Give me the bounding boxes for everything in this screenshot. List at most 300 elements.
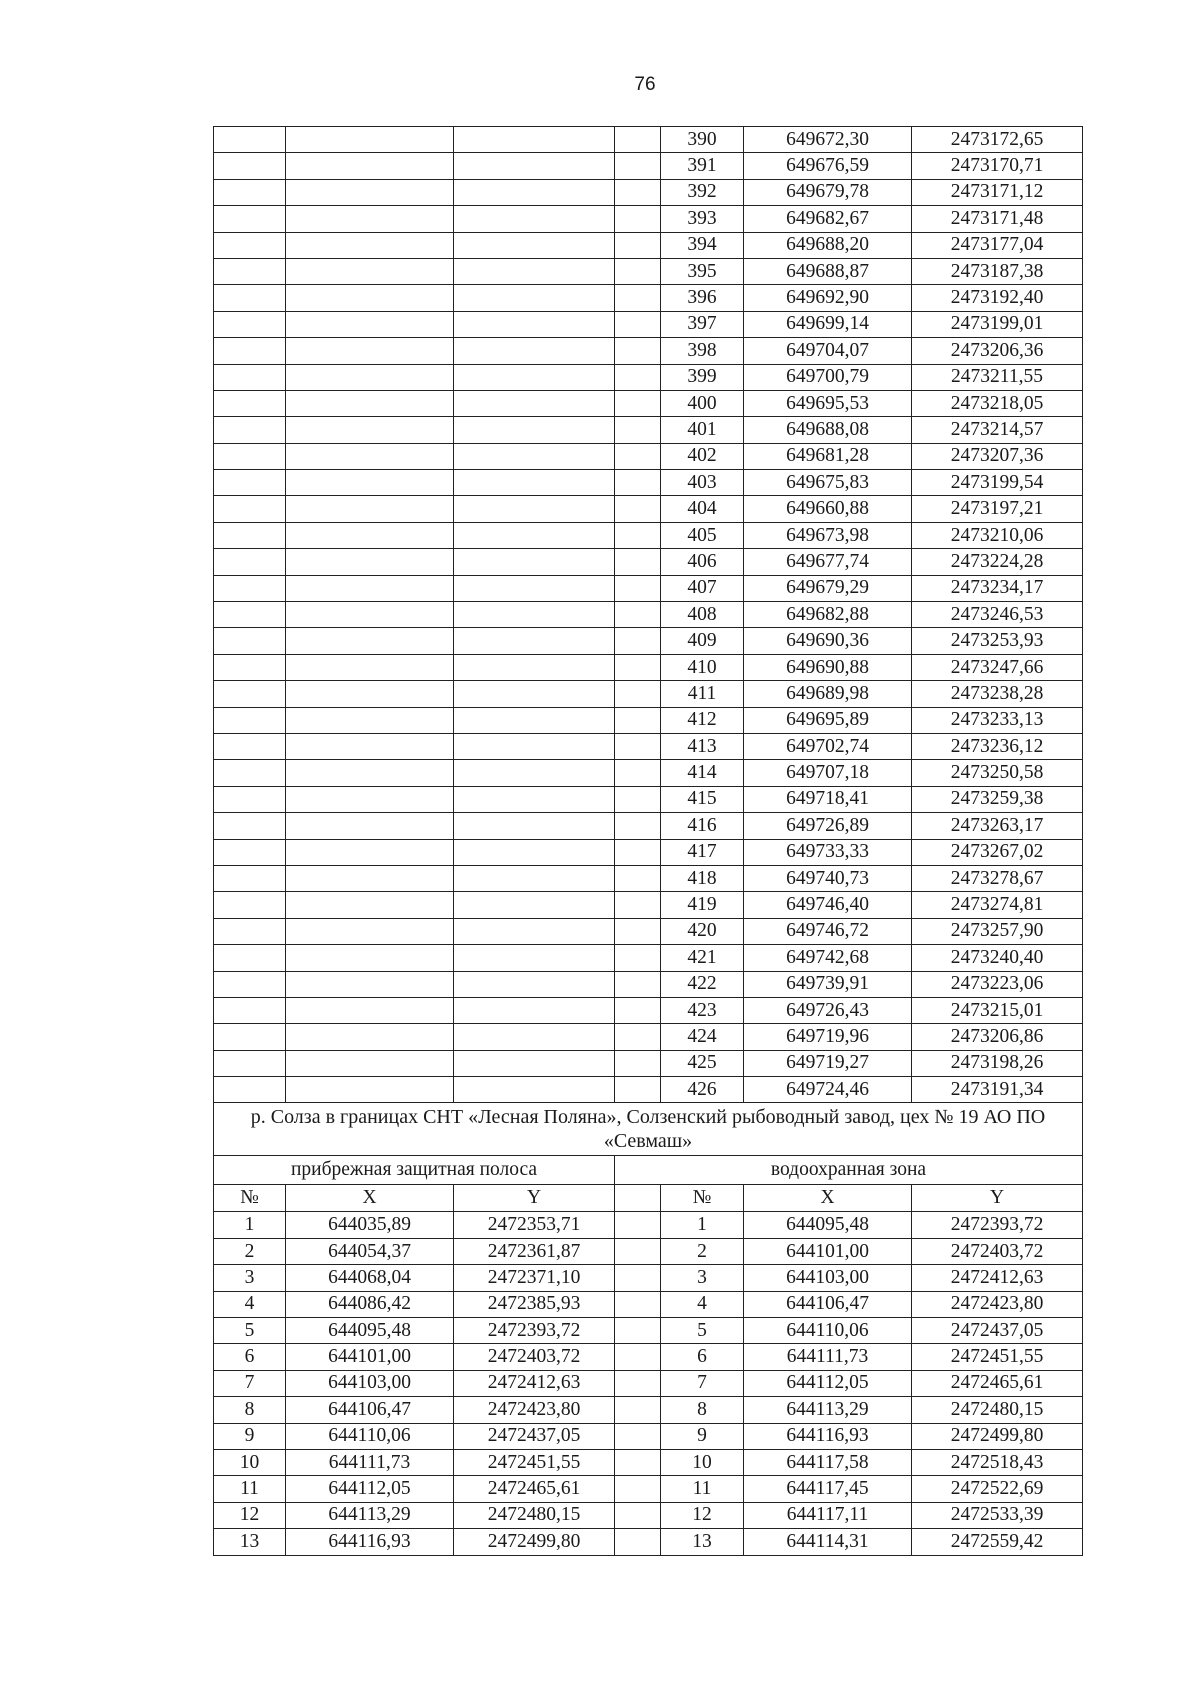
empty-cell [214,390,286,416]
point-number-cell: 3 [214,1265,286,1291]
empty-cell [615,1265,661,1291]
empty-cell [615,1502,661,1528]
y-coordinate-cell: 2473223,06 [912,971,1083,997]
point-number-cell: 392 [661,179,744,205]
empty-cell [214,1024,286,1050]
y-coordinate-cell: 2472393,72 [454,1318,615,1344]
empty-cell [615,232,661,258]
x-coordinate-cell: 644117,45 [744,1476,912,1502]
empty-cell [454,786,615,812]
x-coordinate-cell: 649677,74 [744,549,912,575]
y-coordinate-cell: 2472480,15 [912,1397,1083,1423]
point-number-cell: 6 [661,1344,744,1370]
table-row [214,364,1083,390]
x-coordinate-cell: 649682,88 [744,602,912,628]
table-row [214,839,1083,865]
table-row [214,1238,1083,1264]
empty-cell [454,258,615,284]
empty-cell [615,1077,661,1103]
table-row [214,1212,1083,1238]
header-number: № [661,1185,744,1212]
y-coordinate-cell: 2473199,54 [912,470,1083,496]
x-coordinate-cell: 644117,58 [744,1449,912,1475]
empty-cell [454,707,615,733]
table-row [214,1291,1083,1317]
x-coordinate-cell: 649695,89 [744,707,912,733]
point-number-cell: 4 [661,1291,744,1317]
empty-cell [214,338,286,364]
table-row [214,1502,1083,1528]
empty-cell [615,179,661,205]
empty-cell [615,1423,661,1449]
empty-cell [286,522,454,548]
point-number-cell: 412 [661,707,744,733]
point-number-cell: 3 [661,1265,744,1291]
x-coordinate-cell: 649702,74 [744,733,912,759]
x-coordinate-cell: 649676,59 [744,153,912,179]
empty-cell [454,179,615,205]
empty-cell [286,733,454,759]
empty-cell [615,628,661,654]
point-number-cell: 5 [661,1318,744,1344]
y-coordinate-cell: 2472437,05 [454,1423,615,1449]
y-coordinate-cell: 2473191,34 [912,1077,1083,1103]
x-coordinate-cell: 649688,08 [744,417,912,443]
empty-cell [286,496,454,522]
point-number-cell: 417 [661,839,744,865]
empty-cell [454,971,615,997]
y-coordinate-cell: 2473274,81 [912,892,1083,918]
empty-cell [615,892,661,918]
empty-cell [615,839,661,865]
y-coordinate-cell: 2472412,63 [912,1265,1083,1291]
empty-cell [286,813,454,839]
empty-cell [454,549,615,575]
y-coordinate-cell: 2473187,38 [912,258,1083,284]
point-number-cell: 2 [661,1238,744,1264]
table-row [214,443,1083,469]
right-zone-title: водоохранная зона [615,1156,1083,1185]
empty-cell [615,364,661,390]
y-coordinate-cell: 2473218,05 [912,390,1083,416]
empty-cell [286,786,454,812]
table-row [214,311,1083,337]
table-row [214,1397,1083,1423]
empty-cell [615,681,661,707]
empty-cell [615,1291,661,1317]
point-number-cell: 401 [661,417,744,443]
empty-cell [615,707,661,733]
table-row [214,285,1083,311]
empty-cell [214,127,286,153]
empty-cell [286,338,454,364]
y-coordinate-cell: 2472393,72 [912,1212,1083,1238]
empty-cell [615,575,661,601]
empty-cell [454,602,615,628]
y-coordinate-cell: 2473238,28 [912,681,1083,707]
empty-cell [615,1238,661,1264]
point-number-cell: 416 [661,813,744,839]
column-header-row [214,1185,1083,1212]
x-coordinate-cell: 649679,78 [744,179,912,205]
empty-cell [214,733,286,759]
x-coordinate-cell: 649682,67 [744,206,912,232]
empty-cell [454,390,615,416]
table-row [214,971,1083,997]
empty-cell [454,1050,615,1076]
y-coordinate-cell: 2473171,12 [912,179,1083,205]
section-title-row [214,1103,1083,1156]
point-number-cell: 395 [661,258,744,284]
y-coordinate-cell: 2473234,17 [912,575,1083,601]
empty-cell [615,1449,661,1475]
empty-cell [615,338,661,364]
x-coordinate-cell: 649724,46 [744,1077,912,1103]
empty-cell [214,945,286,971]
empty-cell [615,1344,661,1370]
table-row [214,232,1083,258]
table-row [214,918,1083,944]
x-coordinate-cell: 649726,89 [744,813,912,839]
x-coordinate-cell: 644106,47 [744,1291,912,1317]
point-number-cell: 409 [661,628,744,654]
table-row [214,1050,1083,1076]
empty-cell [286,127,454,153]
y-coordinate-cell: 2473257,90 [912,918,1083,944]
point-number-cell: 410 [661,654,744,680]
x-coordinate-cell: 644086,42 [286,1291,454,1317]
empty-cell [615,971,661,997]
point-number-cell: 420 [661,918,744,944]
empty-cell [615,1185,661,1212]
header-y: Y [912,1185,1083,1212]
empty-cell [286,311,454,337]
x-coordinate-cell: 644103,00 [744,1265,912,1291]
table-row [214,654,1083,680]
table-row [214,1423,1083,1449]
empty-cell [615,153,661,179]
empty-cell [454,733,615,759]
header-number: № [214,1185,286,1212]
x-coordinate-cell: 644106,47 [286,1397,454,1423]
point-number-cell: 1 [214,1212,286,1238]
x-coordinate-cell: 644112,05 [286,1476,454,1502]
table-row [214,522,1083,548]
empty-cell [615,443,661,469]
empty-cell [286,654,454,680]
x-coordinate-cell: 649742,68 [744,945,912,971]
empty-cell [214,179,286,205]
y-coordinate-cell: 2473177,04 [912,232,1083,258]
y-coordinate-cell: 2472412,63 [454,1370,615,1396]
x-coordinate-cell: 644116,93 [744,1423,912,1449]
empty-cell [214,681,286,707]
table-row [214,575,1083,601]
empty-cell [286,470,454,496]
table-body [214,127,1083,1556]
y-coordinate-cell: 2473224,28 [912,549,1083,575]
empty-cell [214,443,286,469]
y-coordinate-cell: 2473211,55 [912,364,1083,390]
empty-cell [615,918,661,944]
y-coordinate-cell: 2473253,93 [912,628,1083,654]
empty-cell [615,786,661,812]
y-coordinate-cell: 2473172,65 [912,127,1083,153]
empty-cell [454,417,615,443]
empty-cell [286,153,454,179]
point-number-cell: 9 [214,1423,286,1449]
point-number-cell: 413 [661,733,744,759]
empty-cell [214,496,286,522]
y-coordinate-cell: 2473171,48 [912,206,1083,232]
empty-cell [286,575,454,601]
y-coordinate-cell: 2473236,12 [912,733,1083,759]
y-coordinate-cell: 2473250,58 [912,760,1083,786]
point-number-cell: 408 [661,602,744,628]
x-coordinate-cell: 644054,37 [286,1238,454,1264]
empty-cell [454,654,615,680]
x-coordinate-cell: 644117,11 [744,1502,912,1528]
header-y: Y [454,1185,615,1212]
x-coordinate-cell: 649700,79 [744,364,912,390]
point-number-cell: 11 [661,1476,744,1502]
empty-cell [615,285,661,311]
y-coordinate-cell: 2473233,13 [912,707,1083,733]
y-coordinate-cell: 2473267,02 [912,839,1083,865]
x-coordinate-cell: 649746,40 [744,892,912,918]
empty-cell [214,786,286,812]
table-row [214,733,1083,759]
point-number-cell: 415 [661,786,744,812]
point-number-cell: 419 [661,892,744,918]
x-coordinate-cell: 649719,27 [744,1050,912,1076]
x-coordinate-cell: 649719,96 [744,1024,912,1050]
y-coordinate-cell: 2472451,55 [912,1344,1083,1370]
y-coordinate-cell: 2472499,80 [912,1423,1083,1449]
empty-cell [286,628,454,654]
empty-cell [615,522,661,548]
y-coordinate-cell: 2473263,17 [912,813,1083,839]
empty-cell [454,470,615,496]
empty-cell [214,206,286,232]
empty-cell [454,285,615,311]
y-coordinate-cell: 2473192,40 [912,285,1083,311]
point-number-cell: 402 [661,443,744,469]
point-number-cell: 8 [214,1397,286,1423]
point-number-cell: 12 [214,1502,286,1528]
point-number-cell: 390 [661,127,744,153]
point-number-cell: 397 [661,311,744,337]
empty-cell [454,918,615,944]
x-coordinate-cell: 649690,36 [744,628,912,654]
coordinates-table [213,126,1083,1556]
empty-cell [286,1024,454,1050]
y-coordinate-cell: 2473214,57 [912,417,1083,443]
table-row [214,1265,1083,1291]
x-coordinate-cell: 649740,73 [744,865,912,891]
y-coordinate-cell: 2473170,71 [912,153,1083,179]
point-number-cell: 394 [661,232,744,258]
empty-cell [454,522,615,548]
y-coordinate-cell: 2473278,67 [912,865,1083,891]
empty-cell [454,628,615,654]
point-number-cell: 406 [661,549,744,575]
y-coordinate-cell: 2472465,61 [454,1476,615,1502]
empty-cell [615,945,661,971]
y-coordinate-cell: 2473259,38 [912,786,1083,812]
empty-cell [615,1529,661,1555]
table-row [214,549,1083,575]
empty-cell [214,892,286,918]
point-number-cell: 10 [661,1449,744,1475]
empty-cell [286,364,454,390]
point-number-cell: 12 [661,1502,744,1528]
empty-cell [454,997,615,1023]
x-coordinate-cell: 644068,04 [286,1265,454,1291]
point-number-cell: 414 [661,760,744,786]
y-coordinate-cell: 2473197,21 [912,496,1083,522]
table-row [214,1529,1083,1555]
empty-cell [286,602,454,628]
y-coordinate-cell: 2472403,72 [912,1238,1083,1264]
y-coordinate-cell: 2473199,01 [912,311,1083,337]
empty-cell [615,1212,661,1238]
point-number-cell: 426 [661,1077,744,1103]
empty-cell [214,549,286,575]
y-coordinate-cell: 2472353,71 [454,1212,615,1238]
empty-cell [286,681,454,707]
table-row [214,470,1083,496]
y-coordinate-cell: 2472423,80 [454,1397,615,1423]
empty-cell [286,945,454,971]
table-row [214,760,1083,786]
empty-cell [286,232,454,258]
point-number-cell: 411 [661,681,744,707]
table-row [214,496,1083,522]
point-number-cell: 13 [661,1529,744,1555]
point-number-cell: 400 [661,390,744,416]
y-coordinate-cell: 2472522,69 [912,1476,1083,1502]
empty-cell [615,602,661,628]
table-row [214,892,1083,918]
empty-cell [214,1077,286,1103]
y-coordinate-cell: 2472559,42 [912,1529,1083,1555]
empty-cell [214,997,286,1023]
empty-cell [454,311,615,337]
point-number-cell: 398 [661,338,744,364]
table-row [214,417,1083,443]
point-number-cell: 425 [661,1050,744,1076]
x-coordinate-cell: 649718,41 [744,786,912,812]
x-coordinate-cell: 644110,06 [744,1318,912,1344]
x-coordinate-cell: 649675,83 [744,470,912,496]
point-number-cell: 10 [214,1449,286,1475]
table-row [214,997,1083,1023]
x-coordinate-cell: 644110,06 [286,1423,454,1449]
table-row [214,945,1083,971]
x-coordinate-cell: 649673,98 [744,522,912,548]
x-coordinate-cell: 644095,48 [744,1212,912,1238]
empty-cell [454,1077,615,1103]
x-coordinate-cell: 649699,14 [744,311,912,337]
table-row [214,1077,1083,1103]
empty-cell [615,813,661,839]
point-number-cell: 399 [661,364,744,390]
x-coordinate-cell: 644114,31 [744,1529,912,1555]
point-number-cell: 5 [214,1318,286,1344]
x-coordinate-cell: 644111,73 [744,1344,912,1370]
table-row [214,681,1083,707]
empty-cell [214,232,286,258]
empty-cell [615,417,661,443]
empty-cell [454,127,615,153]
empty-cell [454,575,615,601]
empty-cell [615,1318,661,1344]
x-coordinate-cell: 649679,29 [744,575,912,601]
x-coordinate-cell: 649689,98 [744,681,912,707]
y-coordinate-cell: 2473207,36 [912,443,1083,469]
empty-cell [286,865,454,891]
point-number-cell: 13 [214,1529,286,1555]
empty-cell [615,865,661,891]
empty-cell [214,654,286,680]
x-coordinate-cell: 644101,00 [744,1238,912,1264]
empty-cell [286,971,454,997]
empty-cell [286,285,454,311]
y-coordinate-cell: 2472423,80 [912,1291,1083,1317]
empty-cell [214,918,286,944]
point-number-cell: 7 [214,1370,286,1396]
empty-cell [286,1050,454,1076]
table-row [214,258,1083,284]
y-coordinate-cell: 2472480,15 [454,1502,615,1528]
table-row [214,1449,1083,1475]
y-coordinate-cell: 2473210,06 [912,522,1083,548]
point-number-cell: 6 [214,1344,286,1370]
empty-cell [214,628,286,654]
empty-cell [615,1370,661,1396]
y-coordinate-cell: 2473206,86 [912,1024,1083,1050]
empty-cell [286,206,454,232]
y-coordinate-cell: 2473240,40 [912,945,1083,971]
empty-cell [286,258,454,284]
empty-cell [454,839,615,865]
x-coordinate-cell: 649688,20 [744,232,912,258]
empty-cell [615,760,661,786]
header-x: X [286,1185,454,1212]
x-coordinate-cell: 649704,07 [744,338,912,364]
table-row [214,602,1083,628]
empty-cell [615,311,661,337]
x-coordinate-cell: 644111,73 [286,1449,454,1475]
x-coordinate-cell: 644101,00 [286,1344,454,1370]
empty-cell [286,1077,454,1103]
y-coordinate-cell: 2473206,36 [912,338,1083,364]
y-coordinate-cell: 2472371,10 [454,1265,615,1291]
empty-cell [214,285,286,311]
empty-cell [286,892,454,918]
empty-cell [214,813,286,839]
point-number-cell: 2 [214,1238,286,1264]
empty-cell [454,865,615,891]
empty-cell [286,918,454,944]
point-number-cell: 424 [661,1024,744,1050]
empty-cell [615,1024,661,1050]
empty-cell [214,760,286,786]
y-coordinate-cell: 2472451,55 [454,1449,615,1475]
empty-cell [615,654,661,680]
table-row [214,153,1083,179]
